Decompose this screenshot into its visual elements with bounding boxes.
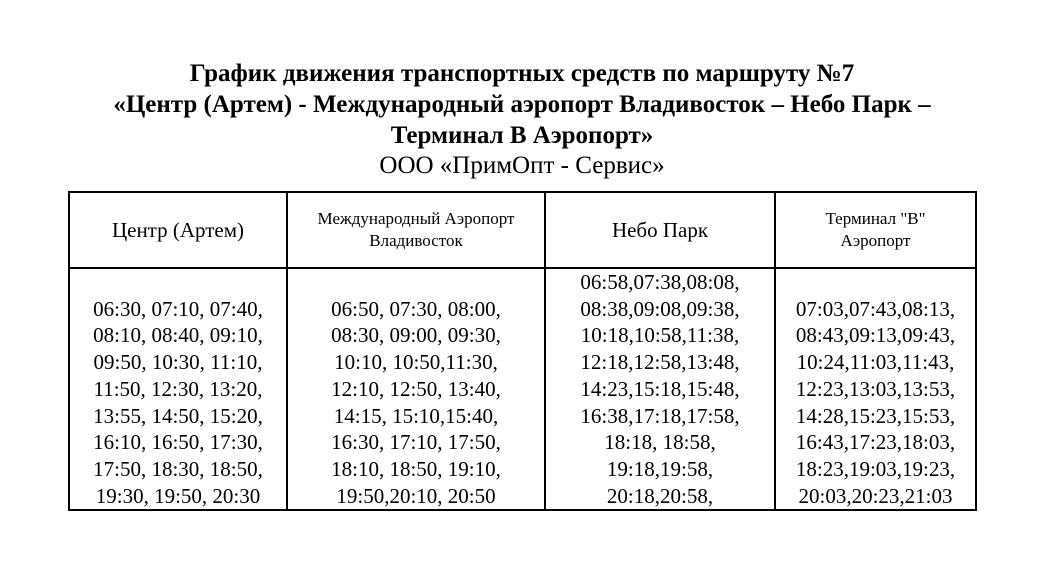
time-line: 08:10, 08:40, 09:10,: [93, 323, 263, 348]
time-line: 14:23,15:18,15:48,: [580, 376, 740, 401]
title-line-1: График движения транспортных средств по маршруту №7: [189, 60, 855, 87]
times-nebo-park: [545, 268, 775, 510]
time-line: 18:23,19:03,19:23,: [795, 456, 956, 481]
time-line: 09:50, 10:30, 11:10,: [93, 350, 263, 375]
header-nebo-park: [545, 192, 775, 268]
header-international-airport: [287, 192, 545, 268]
time-line: 08:30, 09:00, 09:30,: [331, 323, 501, 348]
time-line: 10:24,11:03,11:43,: [796, 350, 955, 375]
time-line: 20:18,20:58,: [606, 483, 714, 508]
time-line: 07:03,07:43,08:13,: [795, 296, 956, 321]
times-terminal-b: [775, 268, 976, 510]
time-line: 17:50, 18:30, 18:50,: [93, 456, 263, 481]
company-name: ООО «ПримОпт - Сервис»: [379, 152, 665, 179]
times-row: [69, 268, 976, 510]
time-line: 14:28,15:23,15:53,: [795, 403, 956, 428]
time-line: 19:18,19:58,: [606, 456, 714, 481]
time-line: 10:10, 10:50,11:30,: [334, 350, 498, 375]
header-row: [69, 192, 976, 268]
time-line: 20:03,20:23,21:03: [798, 483, 953, 508]
document-header: [0, 58, 1044, 181]
title-line-3: Терминал В Аэропорт»: [390, 122, 654, 149]
time-line: 16:10, 16:50, 17:30,: [93, 430, 263, 455]
header-label: Центр (Артем): [111, 218, 245, 242]
time-line: 16:30, 17:10, 17:50,: [331, 430, 501, 455]
header-center-artem: [69, 192, 287, 268]
time-line: 08:38,09:08,09:38,: [580, 296, 740, 321]
time-line: 18:18, 18:58,: [604, 430, 716, 455]
times-center-artem: [69, 268, 287, 510]
header-label: Терминал "В": [825, 209, 926, 228]
times-international-airport: [287, 268, 545, 510]
time-line: 16:43,17:23,18:03,: [795, 430, 956, 455]
time-line: 06:30, 07:10, 07:40,: [93, 296, 263, 321]
time-line: 12:23,13:03,13:53,: [795, 376, 956, 401]
header-label: Владивосток: [369, 231, 463, 250]
header-label: Небо Парк: [611, 218, 709, 242]
time-line: 13:55, 14:50, 15:20,: [93, 403, 263, 428]
time-line: 11:50, 12:30, 13:20,: [93, 376, 263, 401]
header-label: Международный Аэропорт: [317, 209, 515, 228]
time-line: 19:30, 19:50, 20:30: [95, 483, 261, 508]
time-line: 06:50, 07:30, 08:00,: [331, 296, 501, 321]
time-line: 06:58,07:38,08:08,: [580, 270, 740, 294]
header-terminal-b: [775, 192, 976, 268]
time-line: 16:38,17:18,17:58,: [580, 403, 740, 428]
time-line: 08:43,09:13,09:43,: [795, 323, 956, 348]
time-line: 14:15, 15:10,15:40,: [333, 403, 499, 428]
time-line: 18:10, 18:50, 19:10,: [331, 456, 501, 481]
time-line: 12:10, 12:50, 13:40,: [331, 376, 501, 401]
header-label: Аэропорт: [840, 231, 911, 250]
time-line: 19:50,20:10, 20:50: [336, 483, 496, 508]
time-line: 10:18,10:58,11:38,: [580, 323, 740, 348]
title-line-2: «Центр (Артем) - Международный аэропорт Владивосток – Небо Парк –: [113, 91, 931, 118]
time-line: 12:18,12:58,13:48,: [580, 350, 740, 375]
schedule-table: [68, 191, 977, 511]
